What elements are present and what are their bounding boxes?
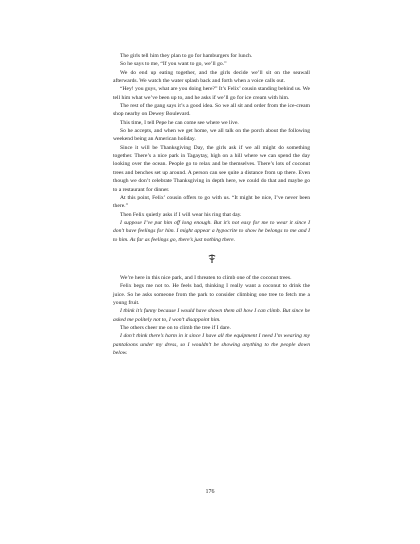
paragraph: The girls tell him they plan to go for hamburgers for lunch. [120, 53, 253, 59]
paragraph: This time, I tell Pepe he can come see where we live. [120, 119, 239, 126]
paragraph: I don’t think there’s harm in it since I have all the equipment I need I’m wearing my pantaloons under my dress, so I wouldn’t be showing anything to the people down below. [113, 333, 310, 356]
paragraph: The others cheer me on to climb the tree if I dare. [120, 324, 231, 331]
body-text [113, 52, 310, 357]
section-after-break [113, 274, 310, 357]
section-before-break [113, 52, 310, 244]
paragraph: Since it will be Thanksgiving Day, the girls ask if we all might do something together. There’s a nice park in Tagaytay, high on a hill where we can spend the day looking over the ocean. People go to relax and be themselves. There’s lots of coconut trees and benches set up around. A person can see quite a distance from up there. Even though we don’t celebrate Thanksgiving in depth here, we could do that and maybe go to a restaurant for dinner. [113, 144, 310, 193]
paragraph: We’re here in this nice park, and I threaten to climb one of the coconut trees. [120, 274, 292, 281]
paragraph: So he says to me, “If you want to go, we’ll go.” [120, 61, 227, 68]
paragraph: So he accepts, and when we get home, we all talk on the porch about the following weekend being an American holiday. [113, 128, 310, 143]
page-number: 176 [205, 489, 215, 495]
paragraph: At this point, Felix’ cousin offers to go with us. “It might be nice, I’ve never been there.” [113, 194, 310, 210]
paragraph: Felix begs me not to. He feels bad, thinking I really want a coconut to drink the juice. So he asks someone from the park to consider climbing one tree to fetch me a young fruit. [113, 283, 310, 306]
paragraph: I think it’s funny because I would have shown them all how I can climb. But since he asked me politely not to, I won’t disappoint him. [113, 308, 310, 323]
paragraph: The rest of the gang says it’s a good idea. So we all sit and order from the ice-cream shop nearby on Dewey Boulevard. [113, 103, 310, 118]
ornament-icon [208, 254, 216, 263]
paragraph: We do end up eating together, and the girls decide we’ll sit on the seawall afterwards. We watch the water splash back and forth when a voice calls out. [113, 69, 310, 85]
section-divider [113, 254, 310, 264]
paragraph: Then Felix quietly asks if I will wear his ring that day. [120, 211, 242, 218]
paragraph: “Hey! you guys, what are you doing here?” It’s Felix’ cousin standing behind us. We tell him what we’ve been up to, and he asks if we’ll go for ice cream with him. [113, 86, 310, 101]
paragraph: I suppose I’ve put him off long enough. But it’s not easy for me to wear it since I don’t have feelings for him. I might appear a hypocrite to show he belongs to me and I to him. As far as feelings go, there’s just nothing there. [113, 219, 310, 243]
